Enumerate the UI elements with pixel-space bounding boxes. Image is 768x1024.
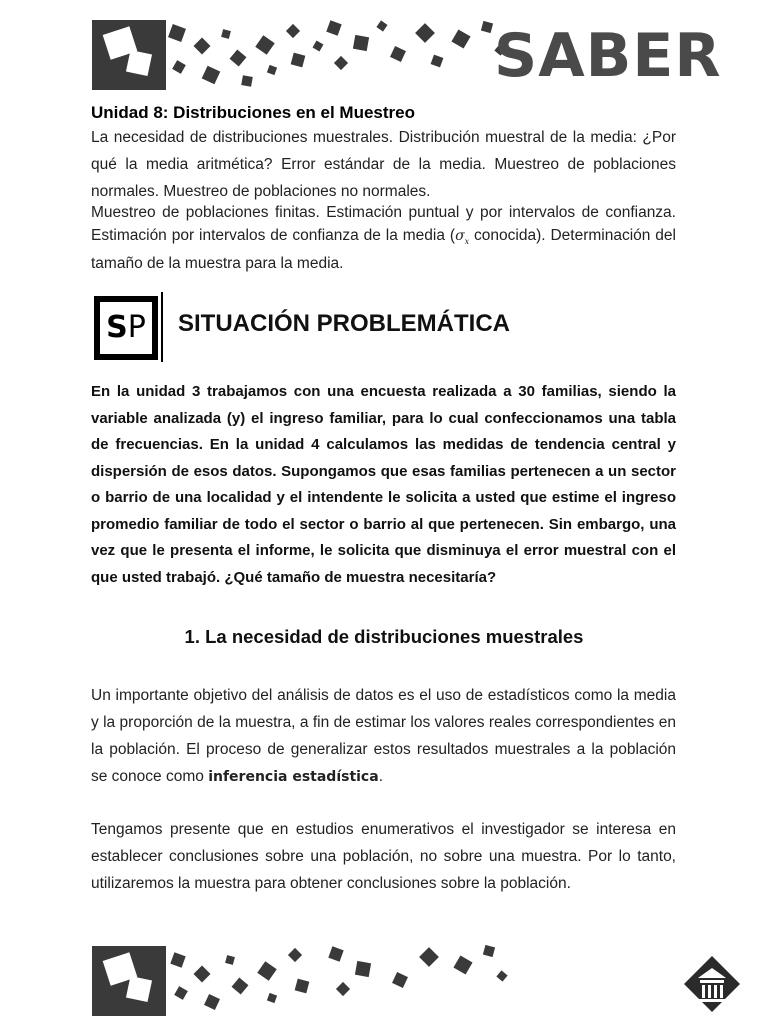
saber-logo: SABER (494, 21, 722, 91)
sp-divider (161, 292, 163, 362)
footer-mosaic-decoration (92, 940, 522, 1020)
situation-heading: SITUACIÓN PROBLEMÁTICA (178, 310, 510, 337)
section-1-paragraph-1: Un importante objetivo del análisis de datos es el uso de estadísticos como la media y la proporción de la muestra, a fin de estimar los valores reales correspondientes en la población. El proceso de generalizar estos resultados muestrales a la población se conoce como inferencia estadística. (91, 687, 676, 785)
unit-topics-paragraph-2 (91, 202, 676, 275)
unit-p2-pre: Muestreo de poblaciones finitas. Estimación puntual y por intervalos de confianza. Estimación por intervalos de confianza de la media ( (91, 204, 676, 244)
unit-p2-post: conocida). Determinación del tamaño de la muestra para la media. (91, 226, 676, 272)
sigma-symbol: $\sigma_x$ (455, 227, 470, 246)
section-1-heading: 1. La necesidad de distribuciones muestrales (184, 626, 584, 647)
header-mosaic-decoration (92, 18, 522, 98)
section-1-paragraph-2: Tengamos presente que en estudios enumerativos el investigador se interesa en establecer conclusiones sobre una población, no sobre una muestra. Por lo tanto, utilizaremos la muestra para obtener conclusiones sobre la población. (91, 821, 676, 892)
sp-badge-icon: SP (94, 296, 158, 360)
unit-topics-paragraph-1: La necesidad de distribuciones muestrales. Distribución muestral de la media: ¿Por qué la media aritmética? Error estándar de la media. Muestreo de poblaciones normales. Muestreo de poblaciones no normales. (91, 129, 676, 200)
situation-text: En la unidad 3 trabajamos con una encuesta realizada a 30 familias, siendo la variable analizada (y) el ingreso familiar, para lo cual confeccionamos una tabla de frecuencias. En la unidad 4 calculamos las medidas de tendencia central y dispersión de esos datos. Supongamos que esas familias pertenecen a un sector o barrio de una localidad y el intendente le solicita a usted que estime el ingreso promedio familiar de todo el sector o barrio al que pertenecen. Sin embargo, una vez que le presenta el informe, le solicita que disminuya el error muestral con el que usted trabajó. ¿Qué tamaño de muestra necesitaría? (91, 383, 676, 586)
unit-title: Unidad 8: Distribuciones en el Muestreo (91, 103, 416, 122)
temple-column-icon (682, 954, 742, 1014)
inferencia-estadistica-term: inferencia estadística (208, 769, 379, 785)
